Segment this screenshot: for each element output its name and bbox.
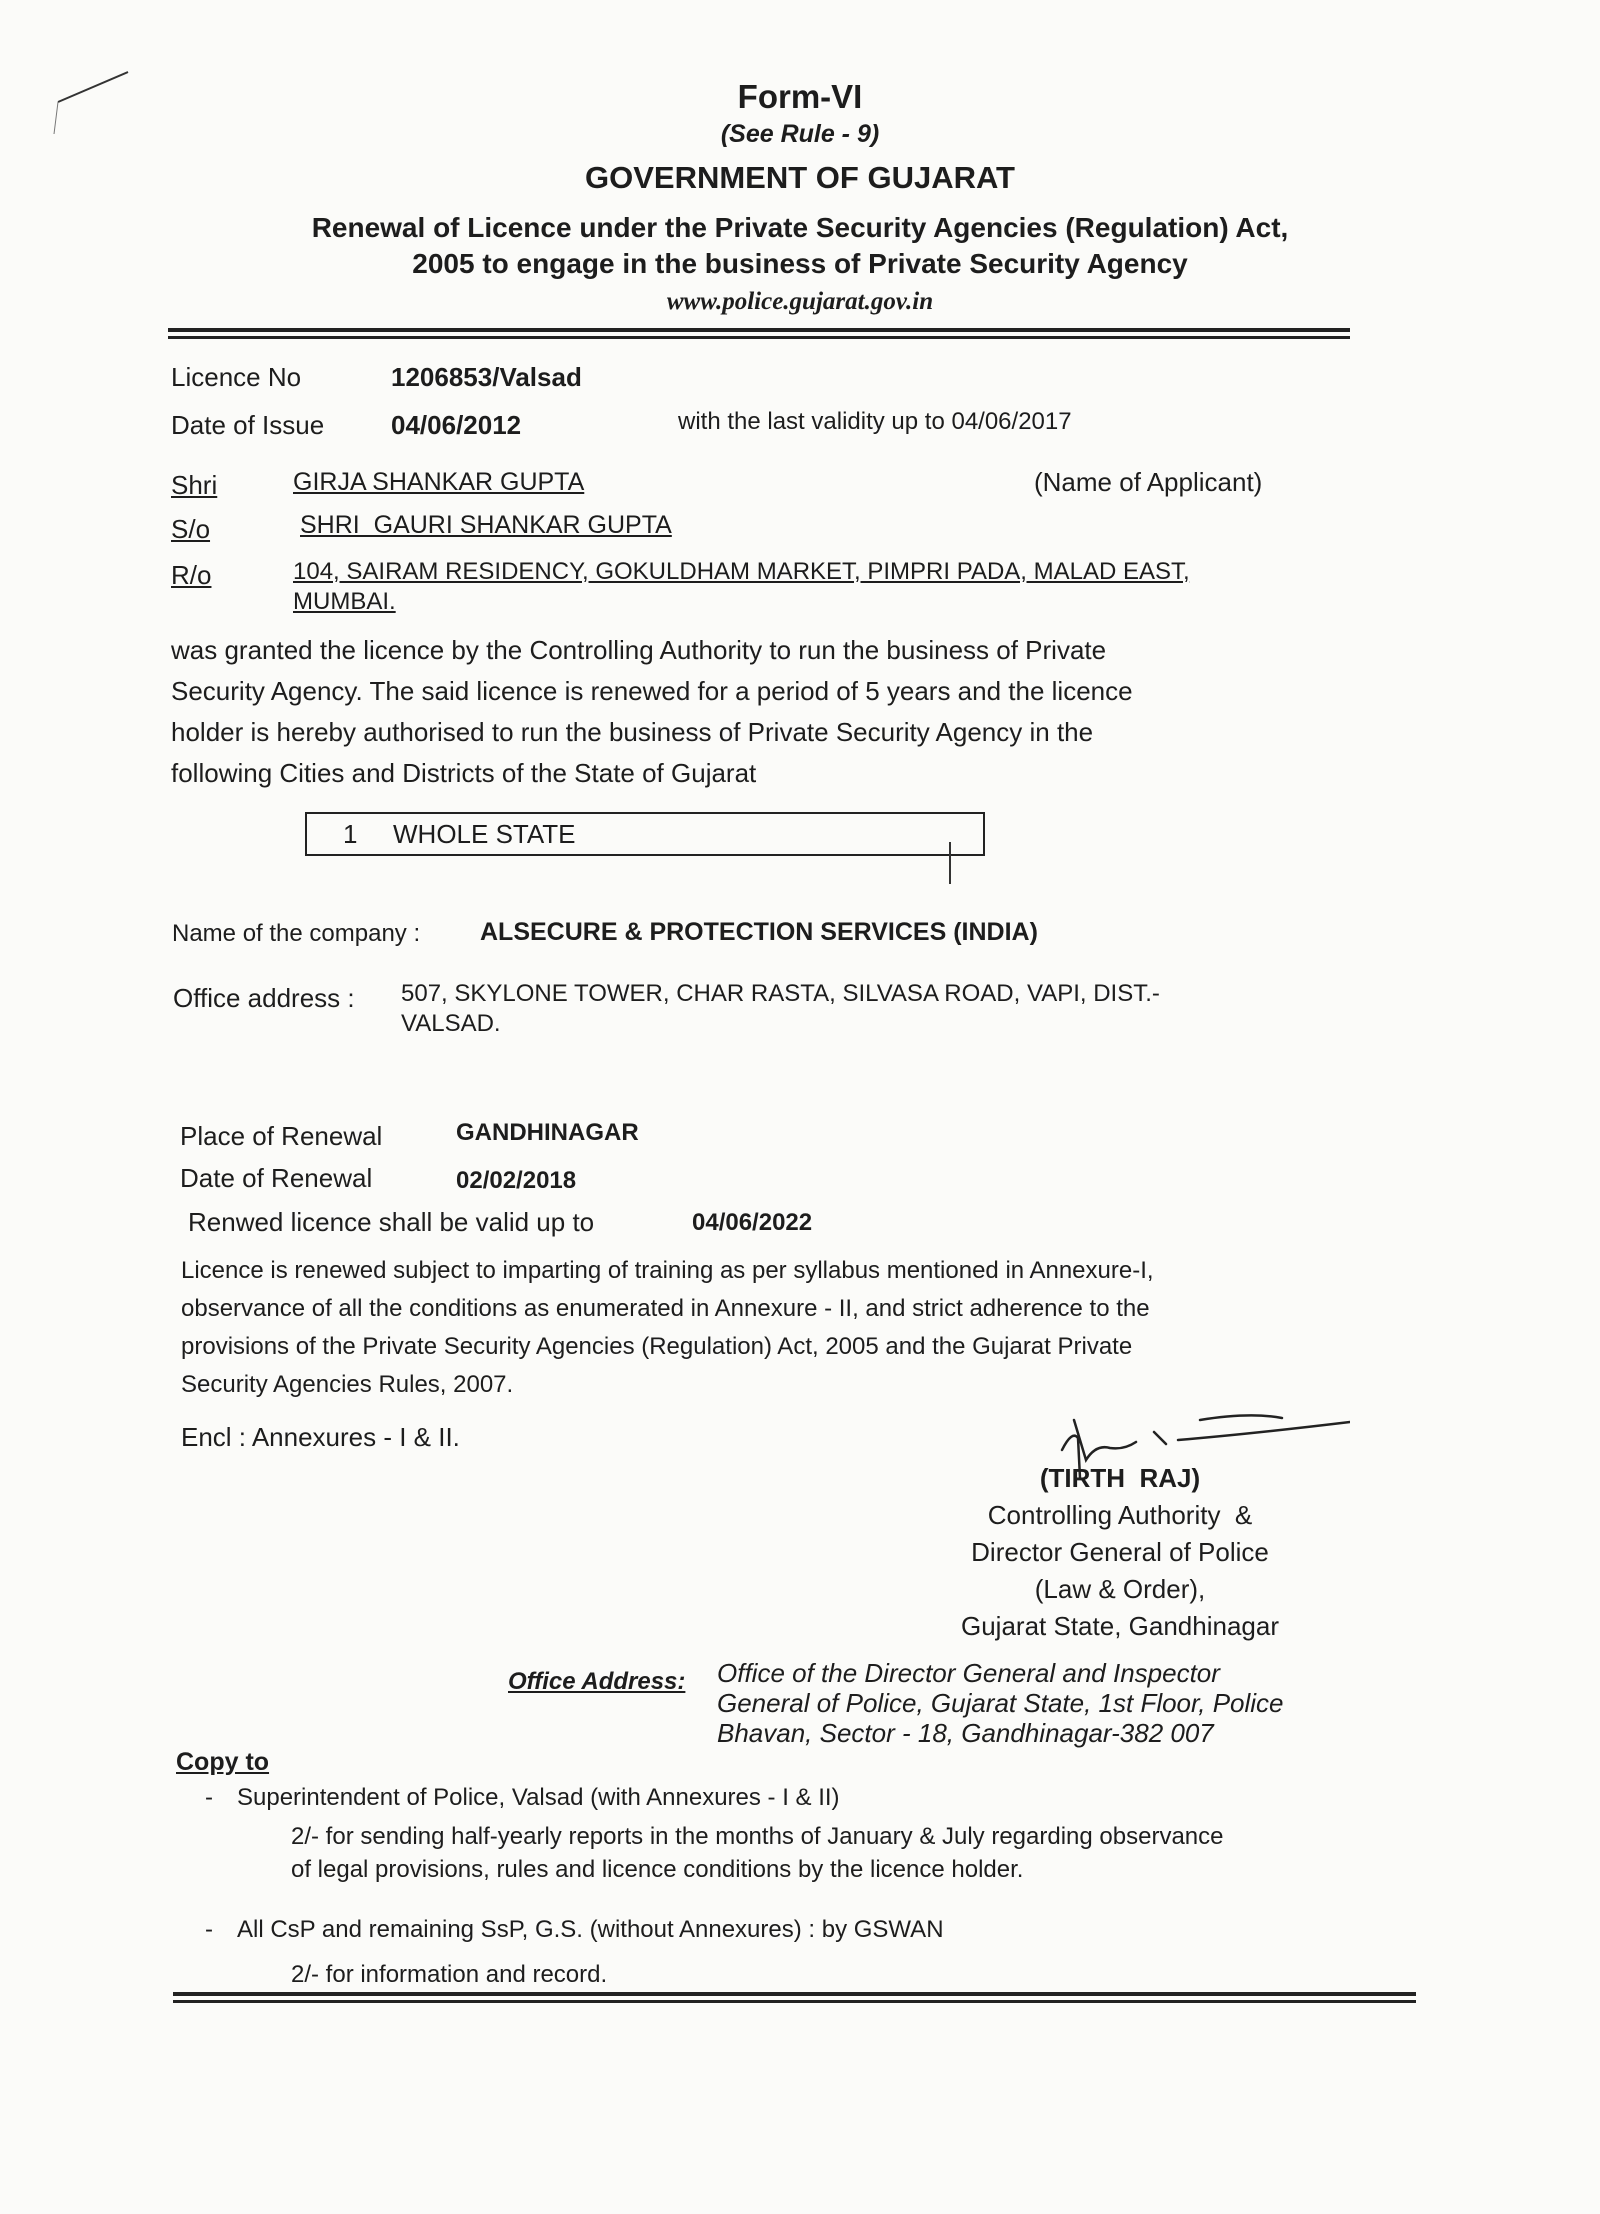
conditions-line-1: Licence is renewed subject to imparting of training as per syllabus mentioned in Annexure-I, <box>181 1257 1154 1284</box>
enclosures: Encl : Annexures - I & II. <box>181 1422 460 1452</box>
office-address-label: Office address : <box>173 983 355 1013</box>
renewal-place-value: GANDHINAGAR <box>456 1119 639 1146</box>
copy-item-2-bullet: - <box>205 1916 213 1943</box>
licence-no-value: 1206853/Valsad <box>391 362 582 392</box>
resident-of-label: R/o <box>171 560 212 590</box>
copy-item-1-note-line-1: 2/- for sending half-yearly reports in the months of January & July regarding observance <box>291 1823 1224 1850</box>
office-address-heading: Office Address: <box>508 1668 686 1695</box>
renewal-place-label: Place of Renewal <box>180 1121 383 1151</box>
dg-office-address <box>717 1658 1284 1748</box>
applicant-name-note: (Name of Applicant) <box>1034 467 1263 497</box>
office-address-line-2: VALSAD. <box>401 1010 501 1037</box>
copy-item-2-note <box>291 1958 607 1991</box>
signatory-title-3: (Law & Order), <box>1034 1574 1206 1604</box>
government-heading: GOVERNMENT OF GUJARAT <box>585 160 1015 195</box>
signatory-title-1: Controlling Authority & <box>987 1500 1253 1530</box>
signatory-block <box>880 1460 1360 1645</box>
copy-item-2-note-line-1: 2/- for information and record. <box>291 1961 608 1988</box>
grant-line-3: holder is hereby authorised to run the business of Private Security Agency in the <box>171 717 1094 747</box>
valid-up-to-label: Renwed licence shall be valid up to <box>188 1207 595 1237</box>
header-divider <box>168 328 1350 339</box>
company-name-value: ALSECURE & PROTECTION SERVICES (INDIA) <box>480 918 1038 946</box>
conditions-paragraph <box>181 1252 1381 1404</box>
district-index: 1 <box>343 819 358 849</box>
dg-office-line-2: General of Police, Gujarat State, 1st Floor, Police <box>717 1688 1284 1718</box>
footer-divider <box>173 1992 1416 2003</box>
copy-item-1-note-line-2: of legal provisions, rules and licence conditions by the licence holder. <box>291 1856 1024 1883</box>
signatory-name: (TIRTH RAJ) <box>1039 1463 1201 1493</box>
dg-office-line-3: Bhavan, Sector - 18, Gandhinagar-382 007 <box>717 1718 1214 1748</box>
address-line-1: 104, SAIRAM RESIDENCY, GOKULDHAM MARKET, PIMPRI PADA, MALAD EAST, <box>293 558 1190 585</box>
website-link[interactable]: www.police.gujarat.gov.in <box>666 288 934 315</box>
district-name: WHOLE STATE <box>393 819 576 849</box>
father-name: SHRI GAURI SHANKAR GUPTA <box>300 511 672 539</box>
grant-line-4: following Cities and Districts of the State of Gujarat <box>171 758 757 788</box>
valid-up-to-value: 04/06/2022 <box>692 1209 813 1236</box>
renewal-date-label: Date of Renewal <box>180 1163 373 1193</box>
office-address-line-1: 507, SKYLONE TOWER, CHAR RASTA, SILVASA ROAD, VAPI, DIST.- <box>401 980 1160 1007</box>
renewal-date-value: 02/02/2018 <box>456 1167 577 1194</box>
signatory-title-2: Director General of Police <box>971 1537 1269 1567</box>
rule-reference: (See Rule - 9) <box>720 120 880 148</box>
validity-text: with the last validity up to 04/06/2017 <box>678 408 1072 435</box>
grant-line-2: Security Agency. The said licence is renewed for a period of 5 years and the licence <box>171 676 1133 706</box>
grant-paragraph <box>171 630 1371 794</box>
grant-line-1: was granted the licence by the Controlling Authority to run the business of Private <box>171 635 1107 665</box>
subtitle <box>0 210 1600 282</box>
districts-table <box>305 812 985 856</box>
signatory-title-4: Gujarat State, Gandhinagar <box>961 1611 1279 1641</box>
dg-office-line-1: Office of the Director General and Inspector <box>717 1658 1220 1688</box>
conditions-line-2: observance of all the conditions as enumerated in Annexure - II, and strict adherence to the <box>181 1295 1150 1322</box>
address-line-2: MUMBAI. <box>293 588 396 615</box>
copy-to-heading: Copy to <box>176 1748 270 1776</box>
issue-date-value: 04/06/2012 <box>391 410 522 440</box>
copy-item-2-text: All CsP and remaining SsP, G.S. (without Annexures) : by GSWAN <box>237 1916 944 1943</box>
son-of-label: S/o <box>171 514 211 544</box>
copy-item-1-text: Superintendent of Police, Valsad (with Annexures - I & II) <box>237 1784 840 1811</box>
subtitle-line-1: Renewal of Licence under the Private Security Agencies (Regulation) Act, <box>311 212 1289 243</box>
district-row <box>343 814 983 854</box>
licence-no-label: Licence No <box>171 362 302 392</box>
issue-date-label: Date of Issue <box>171 410 325 440</box>
copy-item-1-note <box>291 1820 1223 1886</box>
conditions-line-4: Security Agencies Rules, 2007. <box>181 1371 514 1398</box>
applicant-name: GIRJA SHANKAR GUPTA <box>293 468 585 496</box>
shri-label: Shri <box>171 470 218 500</box>
box-tick-mark <box>949 842 951 884</box>
subtitle-line-2: 2005 to engage in the business of Private Security Agency <box>412 248 1188 279</box>
form-title: Form-VI <box>737 78 863 115</box>
copy-item-1-bullet: - <box>205 1784 213 1811</box>
conditions-line-3: provisions of the Private Security Agencies (Regulation) Act, 2005 and the Gujarat Private <box>181 1333 1133 1360</box>
company-name-label: Name of the company : <box>172 920 421 947</box>
